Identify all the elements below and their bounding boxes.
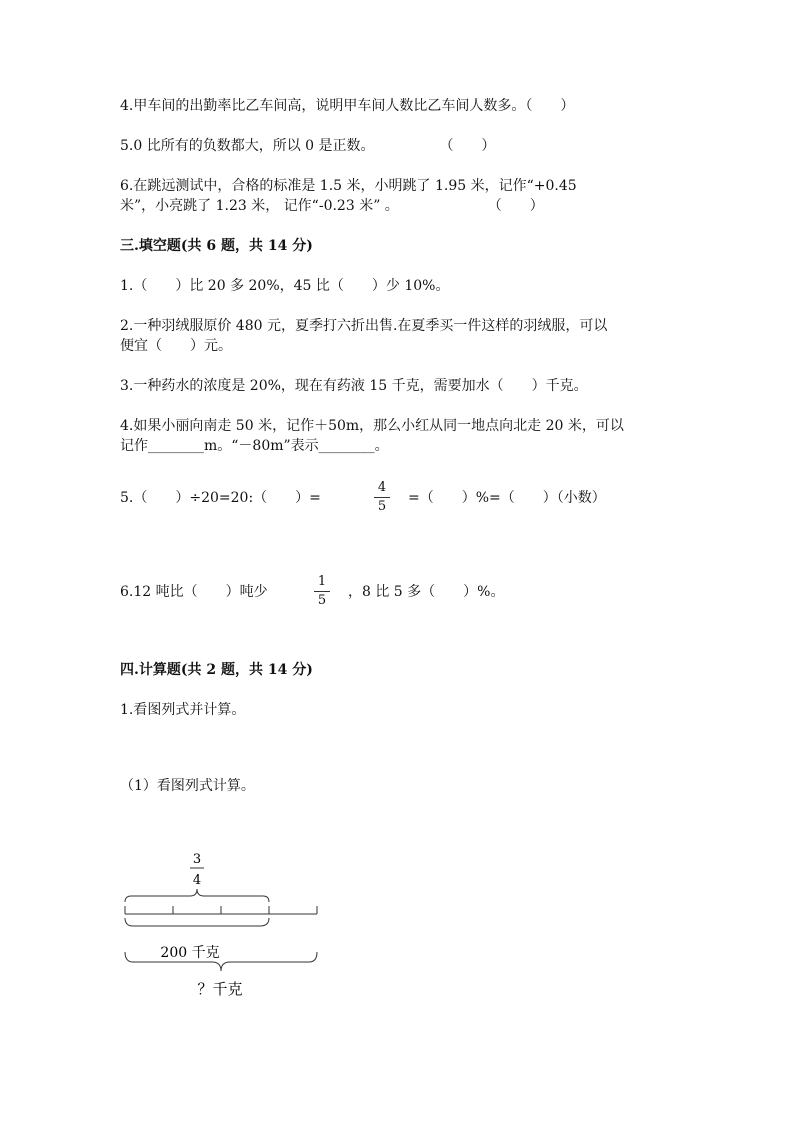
fill-q5-fraction xyxy=(374,480,390,515)
fill-q2-line1: 2.一种羽绒服原价 480 元，夏季打六折出售.在夏季买一件这样的羽绒服，可以 xyxy=(120,318,608,334)
fraction-bar xyxy=(314,591,330,592)
fill-q6-fraction xyxy=(314,574,330,609)
fill-q1: 1.（ ）比 20 多 20%，45 比（ ）少 10%。 xyxy=(120,278,450,294)
judge-q5 xyxy=(120,136,495,156)
judge-q6-line1: 6.在跳远测试中，合格的标准是 1.5 米，小明跳了 1.95 米，记作“+0.45 xyxy=(120,178,577,194)
diagram-total-brace xyxy=(125,952,317,971)
diagram-fraction-denominator: 4 xyxy=(192,873,202,888)
judge-q6-answer-paren: （ ） xyxy=(487,198,544,214)
fill-q6-fraction-numerator: 1 xyxy=(317,574,327,589)
diagram-unknown-label: ？千克 xyxy=(197,980,243,998)
fill-q3: 3.一种药水的浓度是 20%，现在有药液 15 千克，需要加水（ ）千克。 xyxy=(120,378,588,394)
fill-q5-fraction-denominator: 5 xyxy=(377,499,387,514)
judge-q5-text: 5.0 比所有的负数都大，所以 0 是正数。 xyxy=(120,138,375,154)
judge-q4: 4.甲车间的出勤率比乙车间高，说明甲车间人数比乙车间人数多。（ ） xyxy=(120,98,575,114)
diagram-top-brace xyxy=(125,889,269,902)
judge-q6-line2 xyxy=(120,196,544,216)
fraction-bar xyxy=(374,497,390,498)
fill-section-heading: 三.填空题(共 6 题，共 14 分) xyxy=(120,238,313,254)
fill-q6-part-b: ，8 比 5 多（ ）%。 xyxy=(348,584,505,600)
calc-q1: 1.看图列式并计算。 xyxy=(120,702,246,718)
diagram-fraction-numerator: 3 xyxy=(192,852,202,867)
fill-q5-part-b: =（ ）%=（ ）（小数） xyxy=(408,490,606,506)
fill-q5-part-a: 5.（ ）÷20=20:（ ）= xyxy=(120,490,321,506)
fill-q2-line2: 便宜（ ）元。 xyxy=(120,338,232,354)
calc-sub1: （1）看图列式计算。 xyxy=(120,778,255,794)
fill-q4-line2: 记作________m。“－80m”表示________。 xyxy=(120,438,389,454)
diagram-known-label: 200 千克 xyxy=(160,945,220,961)
judge-q5-answer-paren: （ ） xyxy=(439,138,496,154)
judge-q6-line2-text: 米”，小亮跳了 1.23 米， 记作“-0.23 米” 。 xyxy=(120,198,399,214)
fill-q5-fraction-numerator: 4 xyxy=(377,480,387,495)
calc-section-heading: 四.计算题(共 2 题，共 14 分) xyxy=(120,662,313,678)
fill-q6-fraction-denominator: 5 xyxy=(317,593,327,608)
diagram-known-brace xyxy=(125,918,269,926)
fill-q6-part-a: 6.12 吨比（ ）吨少 xyxy=(120,584,268,600)
fill-q4-line1: 4.如果小丽向南走 50 米，记作＋50m，那么小红从同一地点向北走 20 米，可以 xyxy=(120,418,624,434)
